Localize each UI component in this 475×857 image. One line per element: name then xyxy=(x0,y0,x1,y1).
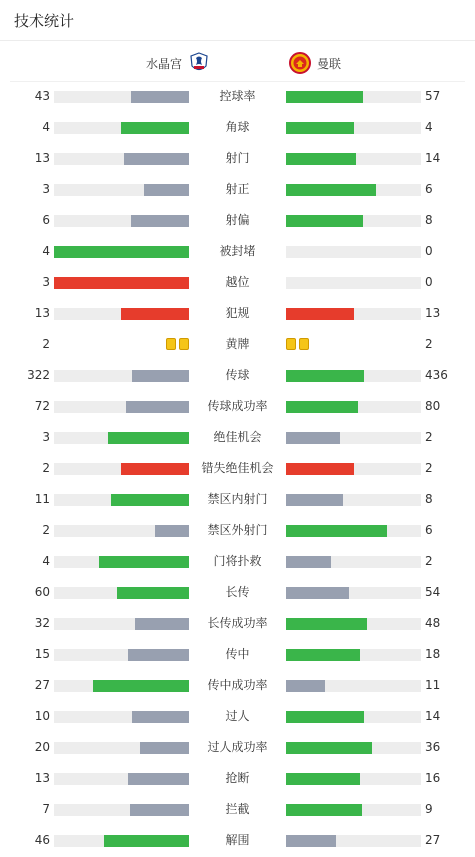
home-stat-bar-fill xyxy=(128,773,189,785)
stat-row xyxy=(0,329,475,360)
away-stat-value: 8 xyxy=(425,213,433,227)
away-stat-bar-fill xyxy=(286,649,360,661)
away-stat-bar xyxy=(286,835,421,847)
stat-row xyxy=(0,112,475,143)
away-stat-value: 2 xyxy=(425,337,433,351)
home-stat-bar xyxy=(54,494,189,506)
stat-label: 控球率 xyxy=(219,89,256,103)
home-stat-value: 3 xyxy=(42,275,50,289)
stat-row xyxy=(0,732,475,763)
home-stat-bar-fill xyxy=(131,91,189,103)
stat-row xyxy=(0,143,475,174)
home-stat-bar xyxy=(54,122,189,134)
home-stat-bar xyxy=(54,215,189,227)
home-stat-value: 2 xyxy=(42,461,50,475)
away-stat-bar-fill xyxy=(286,401,358,413)
home-stat-value: 13 xyxy=(34,306,50,320)
away-stat-value: 2 xyxy=(425,430,433,444)
stat-row xyxy=(0,236,475,267)
away-stat-bar-fill xyxy=(286,432,340,444)
stat-label: 拦截 xyxy=(225,802,250,816)
home-stat-bar-fill xyxy=(135,618,189,630)
home-stat-bar xyxy=(54,618,189,630)
home-stat-bar xyxy=(54,184,189,196)
stat-label: 过人 xyxy=(225,709,250,723)
home-stat-value: 2 xyxy=(42,523,50,537)
home-stat-value: 32 xyxy=(34,616,50,630)
yellow-card-icon xyxy=(179,338,189,350)
stat-row xyxy=(0,267,475,298)
away-stat-bar-fill xyxy=(286,91,363,103)
away-stat-bar xyxy=(286,804,421,816)
home-stat-bar xyxy=(54,711,189,723)
away-stat-bar-fill xyxy=(286,525,387,537)
stat-row xyxy=(0,608,475,639)
home-stat-value: 13 xyxy=(34,771,50,785)
stat-label: 黄牌 xyxy=(225,337,250,351)
away-stat-value: 27 xyxy=(425,833,441,847)
home-stat-bar xyxy=(54,277,189,289)
home-stat-bar-fill xyxy=(117,587,189,599)
away-stat-bar-fill xyxy=(286,804,362,816)
page-title: 技术统计 xyxy=(14,12,75,30)
away-stat-bar xyxy=(286,91,421,103)
home-stat-bar-fill xyxy=(108,432,189,444)
away-stat-value: 8 xyxy=(425,492,433,506)
home-stat-bar-fill xyxy=(131,215,189,227)
home-stat-bar xyxy=(54,432,189,444)
stat-row xyxy=(0,205,475,236)
away-stat-bar-fill xyxy=(286,618,367,630)
away-stat-value: 54 xyxy=(425,585,441,599)
stat-row xyxy=(0,546,475,577)
stat-row xyxy=(0,763,475,794)
home-stat-bar xyxy=(54,370,189,382)
away-stat-bar xyxy=(286,587,421,599)
away-stat-bar xyxy=(286,525,421,537)
stat-label: 解围 xyxy=(225,833,250,847)
stat-row xyxy=(0,453,475,484)
away-stat-value: 13 xyxy=(425,306,441,320)
home-stat-bar xyxy=(54,525,189,537)
away-stat-bar xyxy=(286,618,421,630)
away-stat-bar xyxy=(286,711,421,723)
home-stat-bar-fill xyxy=(124,153,189,165)
home-stat-value: 4 xyxy=(42,244,50,258)
away-stat-value: 80 xyxy=(425,399,441,413)
home-stat-value: 27 xyxy=(34,678,50,692)
stat-row xyxy=(0,360,475,391)
home-stat-bar-fill xyxy=(104,835,189,847)
stat-label: 门将扑救 xyxy=(213,554,262,568)
away-stat-bar-fill xyxy=(286,153,356,165)
stat-label: 错失绝佳机会 xyxy=(201,461,274,475)
home-stat-bar-fill xyxy=(155,525,189,537)
home-stat-bar-fill xyxy=(130,804,189,816)
home-stat-bar xyxy=(54,773,189,785)
away-team-name: 曼联 xyxy=(317,56,342,71)
home-stat-value: 72 xyxy=(34,399,50,413)
home-stat-bar-fill xyxy=(121,463,189,475)
stat-label: 传中 xyxy=(225,647,250,661)
home-stat-value: 20 xyxy=(34,740,50,754)
home-stat-value: 60 xyxy=(34,585,50,599)
yellow-card-icon xyxy=(166,338,176,350)
away-stat-value: 11 xyxy=(425,678,441,692)
away-stat-value: 14 xyxy=(425,709,441,723)
away-stat-value: 14 xyxy=(425,151,441,165)
away-stat-bar xyxy=(286,556,421,568)
away-stat-bar-fill xyxy=(286,122,354,134)
away-stat-bar-fill xyxy=(286,184,376,196)
yellow-card-icon xyxy=(299,338,309,350)
away-stat-bar xyxy=(286,680,421,692)
stat-row xyxy=(0,174,475,205)
away-stat-bar-fill xyxy=(286,463,354,475)
home-stat-bar xyxy=(54,804,189,816)
home-stat-value: 6 xyxy=(42,213,50,227)
stat-row xyxy=(0,81,475,112)
home-stat-bar-fill xyxy=(121,122,189,134)
home-stat-value: 11 xyxy=(34,492,50,506)
away-stat-bar-fill xyxy=(286,556,331,568)
stat-label: 禁区外射门 xyxy=(207,523,268,537)
stat-row xyxy=(0,515,475,546)
stat-row xyxy=(0,639,475,670)
home-stat-bar xyxy=(54,308,189,320)
stat-label: 被封堵 xyxy=(219,244,256,258)
home-stat-bar xyxy=(54,153,189,165)
away-stat-bar xyxy=(286,215,421,227)
teams-bar xyxy=(10,41,465,82)
away-stat-bar-fill xyxy=(286,587,349,599)
stat-row xyxy=(0,422,475,453)
home-team-name: 水晶宫 xyxy=(145,56,182,71)
home-stat-value: 2 xyxy=(42,337,50,351)
away-stat-bar xyxy=(286,184,421,196)
away-stat-bar xyxy=(286,649,421,661)
stat-row xyxy=(0,577,475,608)
home-stat-bar-fill xyxy=(99,556,189,568)
stat-row xyxy=(0,670,475,701)
away-stat-bar-fill xyxy=(286,773,360,785)
away-stat-value: 0 xyxy=(425,244,433,258)
home-stat-bar-fill xyxy=(132,711,189,723)
away-stat-bar xyxy=(286,401,421,413)
away-stat-bar xyxy=(286,494,421,506)
home-stat-bar-fill xyxy=(128,649,189,661)
home-stat-bar xyxy=(54,463,189,475)
stat-label: 抢断 xyxy=(225,771,250,785)
home-stat-bar xyxy=(54,91,189,103)
home-stat-bar xyxy=(54,649,189,661)
away-team[interactable] xyxy=(289,52,341,74)
away-stat-bar-fill xyxy=(286,370,364,382)
home-stat-bar xyxy=(54,246,189,258)
stat-row xyxy=(0,794,475,825)
home-stat-bar-fill xyxy=(126,401,189,413)
home-stat-bar xyxy=(54,742,189,754)
home-yellow-cards xyxy=(166,338,189,350)
away-stat-value: 4 xyxy=(425,120,433,134)
away-stat-bar xyxy=(286,122,421,134)
stat-label: 射偏 xyxy=(225,213,250,227)
away-stat-bar xyxy=(286,370,421,382)
away-stat-bar-fill xyxy=(286,215,363,227)
away-stat-value: 57 xyxy=(425,89,441,103)
home-stat-bar-fill xyxy=(121,308,189,320)
home-stat-bar xyxy=(54,680,189,692)
home-stat-value: 13 xyxy=(34,151,50,165)
away-stat-value: 36 xyxy=(425,740,441,754)
stat-label: 过人成功率 xyxy=(207,740,268,754)
home-stat-bar xyxy=(54,556,189,568)
home-stat-value: 4 xyxy=(42,120,50,134)
away-stat-bar xyxy=(286,308,421,320)
away-stat-bar-fill xyxy=(286,711,364,723)
away-stat-value: 436 xyxy=(425,368,448,382)
home-stat-value: 15 xyxy=(34,647,50,661)
home-stat-bar-fill xyxy=(93,680,189,692)
home-stat-bar-fill xyxy=(54,277,189,289)
home-stat-value: 43 xyxy=(34,89,50,103)
stat-label: 传球成功率 xyxy=(207,399,268,413)
stat-label: 射门 xyxy=(225,151,250,165)
home-stat-bar xyxy=(54,835,189,847)
home-stat-bar-fill xyxy=(132,370,189,382)
away-stat-value: 48 xyxy=(425,616,441,630)
home-stat-bar-fill xyxy=(140,742,189,754)
away-stat-value: 16 xyxy=(425,771,441,785)
home-stat-value: 4 xyxy=(42,554,50,568)
away-stat-value: 2 xyxy=(425,461,433,475)
home-stat-bar xyxy=(54,401,189,413)
away-stat-bar-fill xyxy=(286,835,336,847)
away-stat-bar xyxy=(286,153,421,165)
stat-row xyxy=(0,391,475,422)
away-stat-bar-fill xyxy=(286,308,354,320)
crystal-palace-crest-icon xyxy=(188,52,210,74)
away-stat-bar xyxy=(286,277,421,289)
stat-row xyxy=(0,484,475,515)
stat-row xyxy=(0,298,475,329)
home-stat-value: 7 xyxy=(42,802,50,816)
yellow-card-icon xyxy=(286,338,296,350)
home-team[interactable] xyxy=(146,52,210,74)
away-stat-bar xyxy=(286,742,421,754)
stat-label: 犯规 xyxy=(225,306,250,320)
away-stat-bar xyxy=(286,246,421,258)
stat-row xyxy=(0,701,475,732)
away-stat-value: 9 xyxy=(425,802,433,816)
away-stat-bar xyxy=(286,432,421,444)
away-stat-value: 6 xyxy=(425,523,433,537)
away-yellow-cards xyxy=(286,338,309,350)
away-stat-value: 0 xyxy=(425,275,433,289)
stat-label: 射正 xyxy=(225,182,250,196)
stat-label: 禁区内射门 xyxy=(207,492,268,506)
home-stat-value: 3 xyxy=(42,430,50,444)
stat-label: 绝佳机会 xyxy=(213,430,262,444)
home-stat-bar-fill xyxy=(54,246,189,258)
stat-label: 传球 xyxy=(225,368,250,382)
away-stat-bar xyxy=(286,463,421,475)
home-stat-value: 10 xyxy=(34,709,50,723)
away-stat-value: 18 xyxy=(425,647,441,661)
away-stat-value: 6 xyxy=(425,182,433,196)
stats-header xyxy=(0,0,475,41)
stat-label: 角球 xyxy=(225,120,250,134)
away-stat-bar-fill xyxy=(286,494,343,506)
home-stat-value: 3 xyxy=(42,182,50,196)
home-stat-bar xyxy=(54,587,189,599)
home-stat-bar-fill xyxy=(111,494,189,506)
stat-label: 长传 xyxy=(225,585,250,599)
stat-label: 传中成功率 xyxy=(207,678,268,692)
home-stat-value: 322 xyxy=(27,368,50,382)
stat-row xyxy=(0,825,475,856)
stat-label: 长传成功率 xyxy=(207,616,268,630)
manchester-united-crest-icon xyxy=(289,52,311,74)
away-stat-bar-fill xyxy=(286,742,372,754)
away-stat-value: 2 xyxy=(425,554,433,568)
stat-label: 越位 xyxy=(225,275,250,289)
away-stat-bar-fill xyxy=(286,680,325,692)
away-stat-bar xyxy=(286,773,421,785)
home-stat-bar-fill xyxy=(144,184,189,196)
home-stat-value: 46 xyxy=(34,833,50,847)
